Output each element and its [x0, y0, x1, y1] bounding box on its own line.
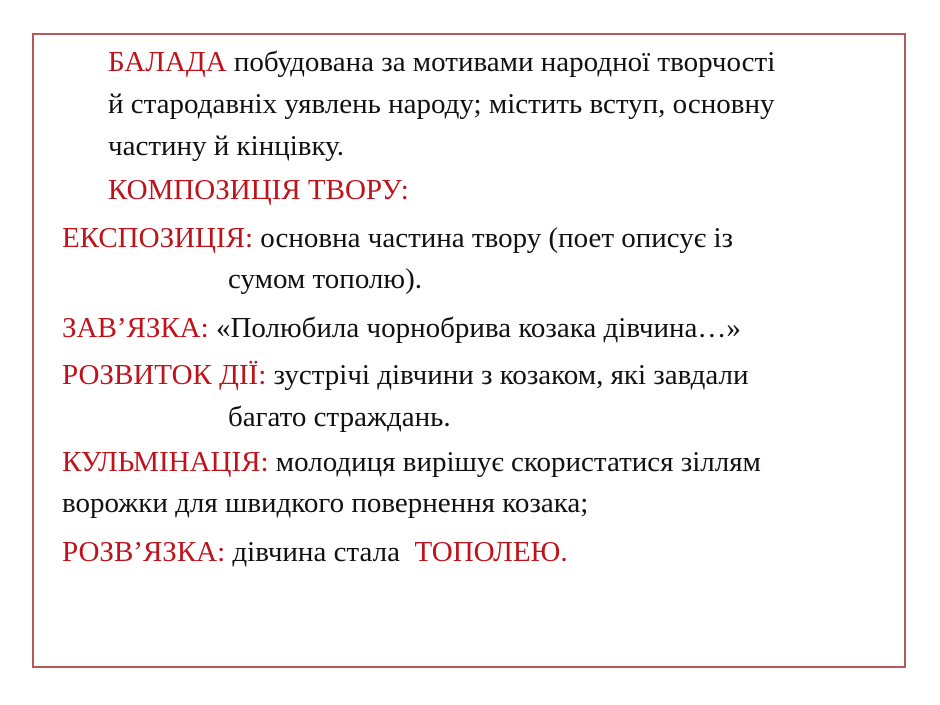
development-text-1: зустрічі дівчини з козаком, які завдали — [266, 359, 749, 391]
development-label: РОЗВИТОК ДІЇ: — [62, 359, 267, 391]
ballad-label: БАЛАДА — [108, 46, 227, 78]
ballad-line-1 — [108, 42, 775, 82]
resolution-highlight: ТОПОЛЕЮ. — [414, 536, 568, 568]
development-line-2: багато страждань. — [228, 401, 451, 433]
resolution-line — [62, 532, 568, 572]
ballad-text-1: побудована за мотивами народної творчості — [226, 46, 776, 78]
exposition-text-1: основна частина твору (поет описує із — [253, 222, 734, 254]
resolution-text: дівчина стала — [225, 536, 415, 568]
development-line-1 — [62, 355, 748, 395]
ballad-line-2: й стародавніх уявлень народу; містить вступ, основну — [108, 88, 775, 120]
exposition-label: ЕКСПОЗИЦІЯ: — [62, 222, 254, 254]
plot-start-text: «Полюбила чорнобрива козака дівчина…» — [208, 312, 741, 344]
exposition-line-1 — [62, 218, 733, 258]
climax-label: КУЛЬМІНАЦІЯ: — [62, 446, 269, 478]
climax-text-1: молодиця вирішує скористатися зіллям — [268, 446, 761, 478]
plot-start-label: ЗАВ’ЯЗКА: — [62, 312, 209, 344]
plot-start-line — [62, 308, 741, 348]
ballad-line-3: частину й кінцівку. — [108, 130, 345, 162]
composition-heading: КОМПОЗИЦІЯ ТВОРУ: — [108, 174, 409, 206]
climax-line-1 — [62, 442, 761, 482]
resolution-label: РОЗВ’ЯЗКА: — [62, 536, 226, 568]
climax-line-2: ворожки для швидкого повернення козака; — [62, 487, 589, 519]
exposition-line-2: сумом тополю). — [228, 263, 422, 295]
